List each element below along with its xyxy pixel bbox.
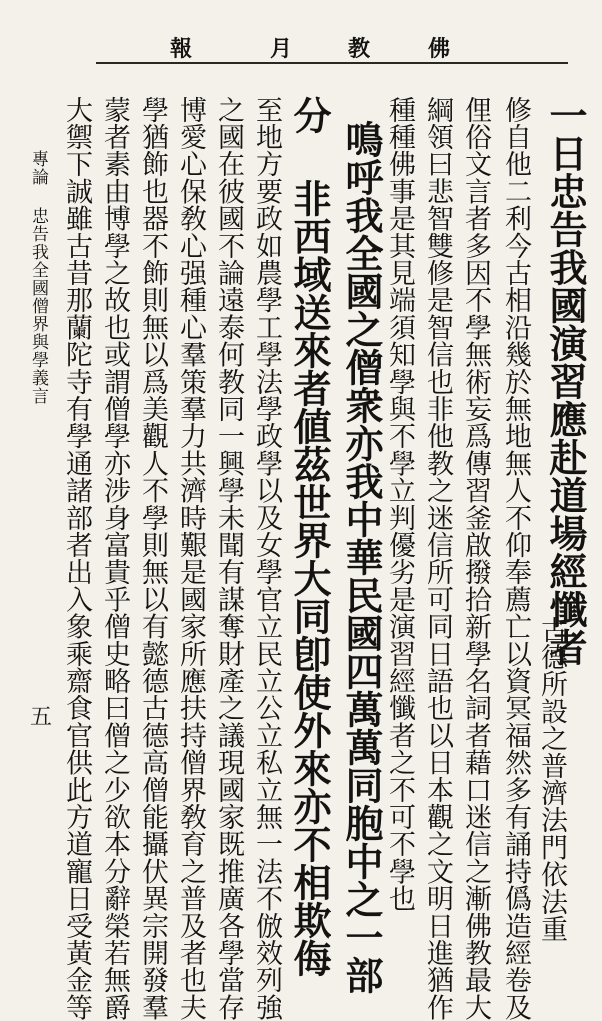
body-line-2: 修自他二利今古相沿幾於無地無人不仰奉薦亡以資冥福然多有誦持僞造經卷及: [500, 96, 531, 1021]
body-line-9: 學猶飾也器不飾則無以爲美觀人不學則無以有懿德古德高僧能攝伏異宗開發羣: [137, 96, 168, 1021]
masthead: [96, 28, 568, 64]
body-line-5: 種種佛事是其見端須知學與不學立判優劣是演習經懺者之不可不學也: [384, 96, 415, 912]
body-line-11: 大禦下誠雖古昔那蘭陀寺有學通諸部者出入象乘齋食官供此方道寵日受黃金等: [61, 96, 92, 1021]
body-line-7: 之國在彼國不論遠泰何教同一興學未聞有謀奪財產之議現國家既推廣各學當存: [213, 96, 244, 1021]
body-line-4: 綱領曰悲智雙修是智信也非他教之迷信所可同日語也以日本觀之文明日進猶作: [422, 96, 453, 1021]
masthead-char: 月: [270, 36, 293, 62]
masthead-char: 報: [170, 36, 193, 62]
masthead-char: 教: [348, 36, 371, 62]
body-line-8: 博愛心保敎心强種心羣策羣力共濟時艱是國家所應扶持僧界敎育之普及者也夫: [175, 96, 206, 1021]
body-line-1: 古德所設之普濟法門依法重: [536, 616, 567, 943]
body-line-10: 蒙者素由博學之故也或謂僧學亦涉身富貴乎僧史略曰僧之少欲本分辭榮若無爵: [99, 96, 130, 1021]
article-title-line-2: 鳴呼我全國之僧衆亦我中華民國四萬萬同胞中之一部: [339, 120, 384, 994]
masthead-char: 佛: [428, 36, 451, 62]
article-title-line-1: 一日忠告我國演習應赴道場經懺者: [543, 96, 588, 666]
page-number: 五: [30, 705, 53, 730]
running-footer: 專論 忠告我全國僧界與學義言: [28, 150, 48, 405]
body-line-6: 至地方要政如農學工學法學政學以及女學官立民立公立私立無一法不倣效列強: [251, 96, 282, 1021]
body-line-3: 俚俗文言者多因不學無術妄爲傳習釜啟撥拾新學名詞者藉口迷信之漸佛教最大: [460, 96, 491, 1021]
article-title-line-3: 分 非西域送來者値茲世界大同卽使外來亦不相欺侮: [287, 96, 332, 977]
